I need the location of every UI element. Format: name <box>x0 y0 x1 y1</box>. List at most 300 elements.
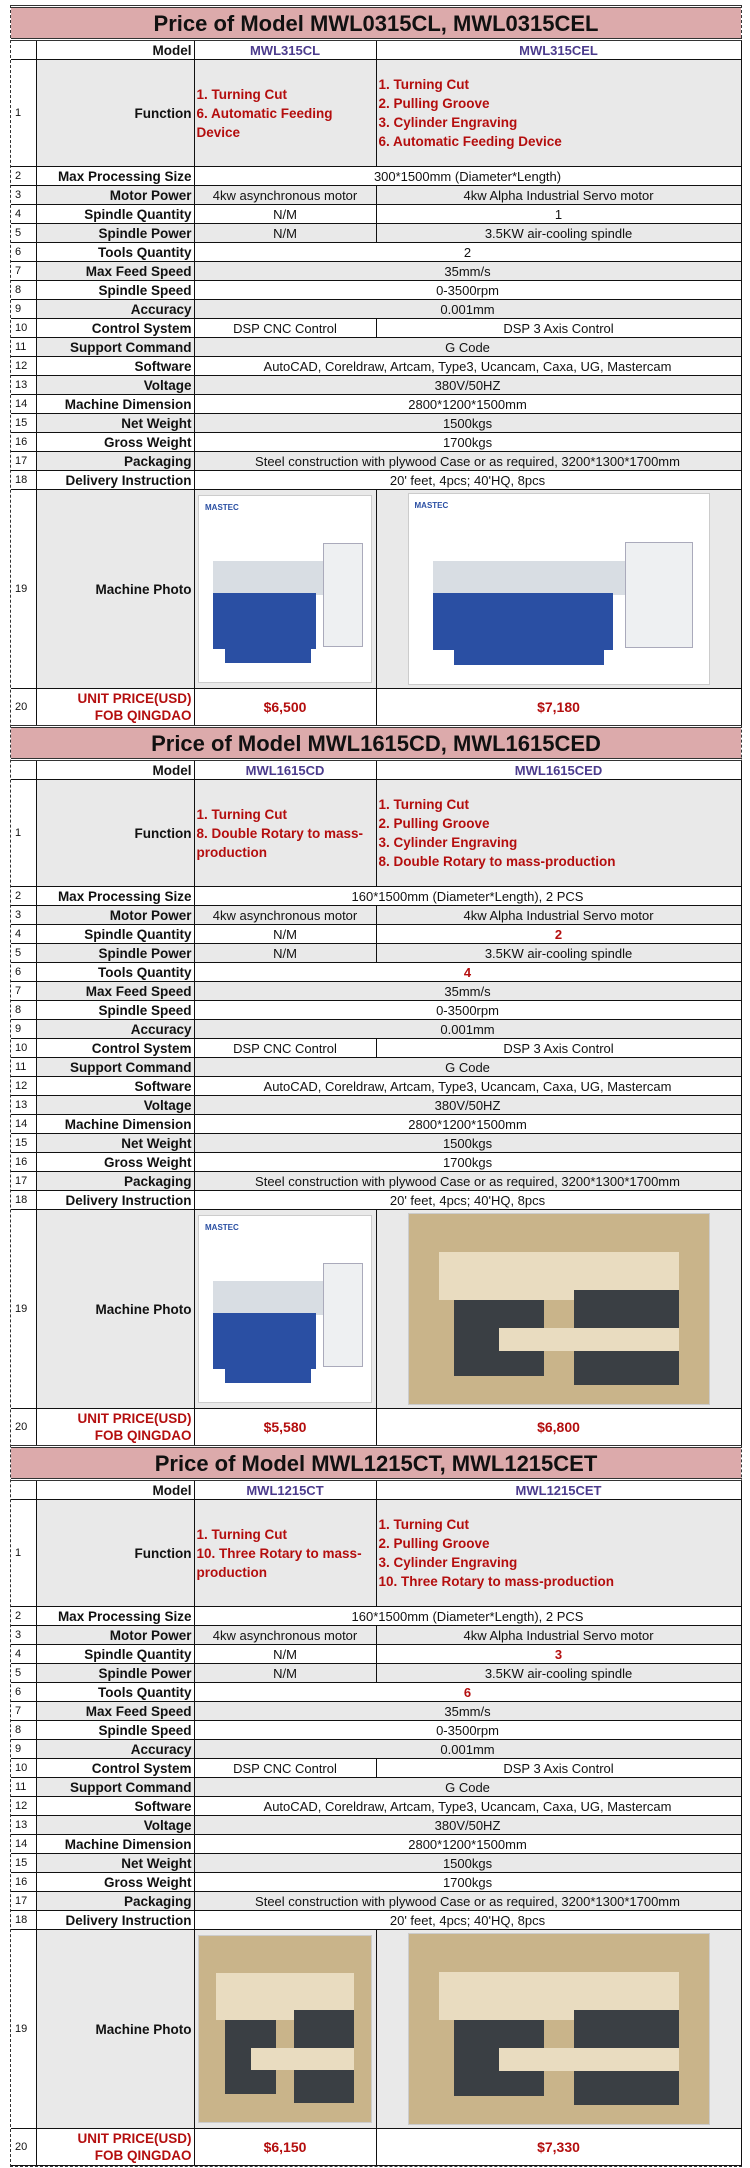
spec-value: DSP CNC Control <box>194 1759 376 1778</box>
row-number: 3 <box>11 906 36 925</box>
row-label: Spindle Speed <box>36 281 194 300</box>
row-number: 5 <box>11 1664 36 1683</box>
row-number: 5 <box>11 944 36 963</box>
row-number: 9 <box>11 1740 36 1759</box>
row-number: 4 <box>11 1645 36 1664</box>
spec-value: 1500kgs <box>194 1854 741 1873</box>
row-label: Net Weight <box>36 414 194 433</box>
row-number: 19 <box>11 490 36 689</box>
function-list <box>194 780 376 887</box>
row-label: Tools Quantity <box>36 243 194 262</box>
row-number: 8 <box>11 281 36 300</box>
row-label: Spindle Quantity <box>36 925 194 944</box>
row-number: 17 <box>11 452 36 471</box>
row-number: 6 <box>11 963 36 982</box>
spec-value: 4kw Alpha Industrial Servo motor <box>376 906 741 925</box>
row-number: 6 <box>11 1683 36 1702</box>
row-number: 11 <box>11 1778 36 1797</box>
spec-value: 2800*1200*1500mm <box>194 395 741 414</box>
row-label: Delivery Instruction <box>36 1191 194 1210</box>
row-number: 11 <box>11 1058 36 1077</box>
row-label: Machine Dimension <box>36 395 194 414</box>
spec-value: 0.001mm <box>194 1020 741 1039</box>
row-number: 10 <box>11 319 36 338</box>
spec-value: Steel construction with plywood Case or as required, 3200*1300*1700mm <box>194 1172 741 1191</box>
row-label: Software <box>36 357 194 376</box>
spec-value: DSP 3 Axis Control <box>376 1039 741 1058</box>
row-label: Max Processing Size <box>36 1607 194 1626</box>
machine-photo <box>198 1215 372 1403</box>
spec-value: 0-3500rpm <box>194 1001 741 1020</box>
unit-price: $6,150 <box>194 2129 376 2166</box>
section-title-row <box>11 727 741 760</box>
row-number: 17 <box>11 1172 36 1191</box>
row-label: Model <box>36 1480 194 1500</box>
machine-shape <box>213 1281 333 1314</box>
row-number: 9 <box>11 300 36 319</box>
spec-value: Steel construction with plywood Case or as required, 3200*1300*1700mm <box>194 1892 741 1911</box>
spec-value: DSP CNC Control <box>194 319 376 338</box>
spec-row <box>11 963 741 982</box>
spec-row <box>11 1740 741 1759</box>
row-number: 9 <box>11 1020 36 1039</box>
spec-value: 380V/50HZ <box>194 376 741 395</box>
spec-row <box>11 1778 741 1797</box>
spec-value: 1 <box>376 205 741 224</box>
machine-photo <box>198 495 372 683</box>
spec-value: 3.5KW air-cooling spindle <box>376 1664 741 1683</box>
spec-value: 2800*1200*1500mm <box>194 1835 741 1854</box>
spec-row <box>11 1816 741 1835</box>
model-name: MWL1215CET <box>376 1480 741 1500</box>
spec-value: 1500kgs <box>194 414 741 433</box>
unit-price: $7,180 <box>376 689 741 727</box>
function-item: 1. Turning Cut <box>196 806 287 822</box>
spec-row <box>11 925 741 944</box>
machine-shape <box>225 649 311 664</box>
row-number: 8 <box>11 1721 36 1740</box>
row-label: Machine Photo <box>36 1210 194 1409</box>
section-title: Price of Model MWL1215CT, MWL1215CET <box>11 1447 741 1480</box>
spec-row <box>11 1835 741 1854</box>
spec-row <box>11 1873 741 1892</box>
row-number: 16 <box>11 1873 36 1892</box>
row-number: 13 <box>11 376 36 395</box>
photo-cell <box>194 1210 376 1409</box>
unit-price: $7,330 <box>376 2129 741 2166</box>
spec-value: G Code <box>194 338 741 357</box>
machine-shape <box>251 2048 354 2070</box>
row-label: Control System <box>36 319 194 338</box>
row-label: Spindle Power <box>36 224 194 243</box>
row-label: Machine Dimension <box>36 1835 194 1854</box>
spec-value: DSP CNC Control <box>194 1039 376 1058</box>
unit-price: $6,800 <box>376 1409 741 1447</box>
row-number: 19 <box>11 1210 36 1409</box>
row-label: Spindle Power <box>36 944 194 963</box>
spec-row <box>11 1892 741 1911</box>
row-label: Motor Power <box>36 1626 194 1645</box>
row-number: 3 <box>11 186 36 205</box>
row-number: 13 <box>11 1816 36 1835</box>
spec-value: 3 <box>376 1645 741 1664</box>
photo-cell <box>194 1930 376 2129</box>
spec-row <box>11 1058 741 1077</box>
spec-value: DSP 3 Axis Control <box>376 1759 741 1778</box>
row-label: Software <box>36 1077 194 1096</box>
row-number: 10 <box>11 1759 36 1778</box>
price-label-line: UNIT PRICE(USD) <box>77 691 192 706</box>
machine-photo <box>408 1213 710 1405</box>
row-label: Delivery Instruction <box>36 471 194 490</box>
row-label: Spindle Power <box>36 1664 194 1683</box>
spec-row <box>11 224 741 243</box>
row-label: Net Weight <box>36 1854 194 1873</box>
row-number <box>11 760 36 780</box>
row-label: Max Processing Size <box>36 887 194 906</box>
row-number <box>11 40 36 60</box>
function-item: 6. Automatic Feeding Device <box>196 105 333 140</box>
row-number: 10 <box>11 1039 36 1058</box>
function-list <box>194 60 376 167</box>
spec-value: 35mm/s <box>194 1702 741 1721</box>
spec-value: G Code <box>194 1778 741 1797</box>
row-label: Gross Weight <box>36 433 194 452</box>
model-row <box>11 40 741 60</box>
row-number: 18 <box>11 1191 36 1210</box>
spec-row <box>11 1096 741 1115</box>
row-number: 2 <box>11 1607 36 1626</box>
function-item: 1. Turning Cut <box>196 1526 287 1542</box>
spec-value: 4kw asynchronous motor <box>194 906 376 925</box>
row-label: Tools Quantity <box>36 1683 194 1702</box>
section-title: Price of Model MWL1615CD, MWL1615CED <box>11 727 741 760</box>
price-row <box>11 689 741 727</box>
row-label: Voltage <box>36 1096 194 1115</box>
row-label: Support Command <box>36 338 194 357</box>
spec-value: N/M <box>194 944 376 963</box>
row-number: 4 <box>11 925 36 944</box>
spec-row <box>11 1172 741 1191</box>
spec-value: AutoCAD, Coreldraw, Artcam, Type3, Ucancam, Caxa, UG, Mastercam <box>194 357 741 376</box>
row-label: Machine Dimension <box>36 1115 194 1134</box>
machine-shape <box>433 561 643 595</box>
row-label: Software <box>36 1797 194 1816</box>
row-label: Motor Power <box>36 186 194 205</box>
spec-value: 35mm/s <box>194 982 741 1001</box>
spec-row <box>11 1607 741 1626</box>
function-row <box>11 60 741 167</box>
row-label: Support Command <box>36 1058 194 1077</box>
row-number: 7 <box>11 1702 36 1721</box>
row-number: 6 <box>11 243 36 262</box>
function-row <box>11 1500 741 1607</box>
spec-value: DSP 3 Axis Control <box>376 319 741 338</box>
photo-cell <box>376 1930 741 2129</box>
function-item: 10. Three Rotary to mass-production <box>196 1545 362 1580</box>
machine-shape <box>225 1369 311 1384</box>
row-label: Gross Weight <box>36 1153 194 1172</box>
row-label: Gross Weight <box>36 1873 194 1892</box>
spec-row <box>11 300 741 319</box>
model-name: MWL1215CT <box>194 1480 376 1500</box>
row-number: 20 <box>11 689 36 727</box>
spec-value: 2800*1200*1500mm <box>194 1115 741 1134</box>
spec-value: 0.001mm <box>194 1740 741 1759</box>
spec-row <box>11 1645 741 1664</box>
spec-value: 20' feet, 4pcs; 40'HQ, 8pcs <box>194 1191 741 1210</box>
spec-row <box>11 376 741 395</box>
photo-cell <box>376 1210 741 1409</box>
spec-value: 4 <box>194 963 741 982</box>
spec-value: 0-3500rpm <box>194 281 741 300</box>
spec-value: 20' feet, 4pcs; 40'HQ, 8pcs <box>194 1911 741 1930</box>
spec-row <box>11 1664 741 1683</box>
spec-value: 380V/50HZ <box>194 1096 741 1115</box>
spec-value: N/M <box>194 1664 376 1683</box>
spec-row <box>11 1020 741 1039</box>
spec-value: G Code <box>194 1058 741 1077</box>
spec-value: 300*1500mm (Diameter*Length) <box>194 167 741 186</box>
mastec-logo: MASTEC <box>205 1223 239 1232</box>
row-number: 15 <box>11 1854 36 1873</box>
section-title-row <box>11 7 741 40</box>
row-label: Spindle Speed <box>36 1001 194 1020</box>
spec-row <box>11 186 741 205</box>
row-number: 13 <box>11 1096 36 1115</box>
row-label: Voltage <box>36 1816 194 1835</box>
spec-row <box>11 1702 741 1721</box>
price-label <box>36 2129 194 2166</box>
row-label: Packaging <box>36 1172 194 1191</box>
spec-row <box>11 1721 741 1740</box>
machine-shape <box>213 561 333 594</box>
row-number: 20 <box>11 2129 36 2166</box>
price-label-line: FOB QINGDAO <box>94 2148 192 2163</box>
function-item: 3. Cylinder Engraving <box>378 835 518 850</box>
photo-cell <box>376 490 741 689</box>
row-number: 19 <box>11 1930 36 2129</box>
function-item: 2. Pulling Groove <box>378 816 490 831</box>
photo-cell <box>194 490 376 689</box>
price-sheet <box>10 5 742 2167</box>
spec-value: 35mm/s <box>194 262 741 281</box>
model-name: MWL1615CD <box>194 760 376 780</box>
row-number: 12 <box>11 1077 36 1096</box>
spec-value: 4kw asynchronous motor <box>194 1626 376 1645</box>
row-label: Motor Power <box>36 906 194 925</box>
row-number: 17 <box>11 1892 36 1911</box>
function-list <box>376 780 741 887</box>
row-number: 14 <box>11 1115 36 1134</box>
row-label: Max Feed Speed <box>36 982 194 1001</box>
mastec-logo: MASTEC <box>414 501 449 510</box>
spec-value: N/M <box>194 224 376 243</box>
spec-row <box>11 1191 741 1210</box>
row-label: Support Command <box>36 1778 194 1797</box>
row-label: Model <box>36 40 194 60</box>
spec-value: Steel construction with plywood Case or as required, 3200*1300*1700mm <box>194 452 741 471</box>
spec-row <box>11 471 741 490</box>
spec-value: 4kw Alpha Industrial Servo motor <box>376 1626 741 1645</box>
spec-value: 4kw asynchronous motor <box>194 186 376 205</box>
machine-shape <box>625 542 693 649</box>
function-item: 8. Double Rotary to mass-production <box>378 854 616 869</box>
spec-value: N/M <box>194 1645 376 1664</box>
price-label-line: FOB QINGDAO <box>94 708 192 723</box>
function-item: 1. Turning Cut <box>378 797 469 812</box>
section-title: Price of Model MWL0315CL, MWL0315CEL <box>11 7 741 40</box>
row-number: 1 <box>11 60 36 167</box>
spec-row <box>11 243 741 262</box>
row-number: 2 <box>11 167 36 186</box>
machine-shape <box>213 1313 316 1369</box>
price-row <box>11 2129 741 2166</box>
row-label: Accuracy <box>36 300 194 319</box>
row-number: 18 <box>11 471 36 490</box>
machine-shape <box>323 1263 363 1367</box>
row-label: Net Weight <box>36 1134 194 1153</box>
machine-shape <box>499 2048 679 2071</box>
row-number: 15 <box>11 414 36 433</box>
row-label: Machine Photo <box>36 490 194 689</box>
machine-shape <box>454 650 604 665</box>
spec-value: 6 <box>194 1683 741 1702</box>
row-number: 14 <box>11 1835 36 1854</box>
row-number: 18 <box>11 1911 36 1930</box>
spec-value: 380V/50HZ <box>194 1816 741 1835</box>
mastec-logo: MASTEC <box>205 503 239 512</box>
spec-value: 1700kgs <box>194 1153 741 1172</box>
spec-value: 4kw Alpha Industrial Servo motor <box>376 186 741 205</box>
model-name: MWL315CEL <box>376 40 741 60</box>
price-table <box>11 5 742 2166</box>
spec-row <box>11 1759 741 1778</box>
price-label-line: UNIT PRICE(USD) <box>77 1411 192 1426</box>
machine-shape <box>499 1328 679 1351</box>
price-label <box>36 689 194 727</box>
row-label: Packaging <box>36 452 194 471</box>
price-label-line: FOB QINGDAO <box>94 1428 192 1443</box>
row-number: 12 <box>11 1797 36 1816</box>
row-label: Max Processing Size <box>36 167 194 186</box>
row-number: 7 <box>11 262 36 281</box>
spec-row <box>11 1134 741 1153</box>
spec-row <box>11 1077 741 1096</box>
spec-value: N/M <box>194 925 376 944</box>
spec-value: 0-3500rpm <box>194 1721 741 1740</box>
spec-row <box>11 1854 741 1873</box>
spec-row <box>11 887 741 906</box>
row-label: Tools Quantity <box>36 963 194 982</box>
spec-value: 2 <box>194 243 741 262</box>
function-item: 1. Turning Cut <box>378 1517 469 1532</box>
unit-price: $6,500 <box>194 689 376 727</box>
spec-row <box>11 906 741 925</box>
photo-row <box>11 490 741 689</box>
function-item: 6. Automatic Feeding Device <box>378 134 562 149</box>
row-label: Function <box>36 780 194 887</box>
row-number: 15 <box>11 1134 36 1153</box>
row-label: Max Feed Speed <box>36 1702 194 1721</box>
spec-row <box>11 982 741 1001</box>
spec-row <box>11 414 741 433</box>
spec-value: 1700kgs <box>194 1873 741 1892</box>
spec-value: 160*1500mm (Diameter*Length), 2 PCS <box>194 887 741 906</box>
function-item: 10. Three Rotary to mass-production <box>378 1574 615 1589</box>
spec-row <box>11 1115 741 1134</box>
unit-price: $5,580 <box>194 1409 376 1447</box>
function-list <box>194 1500 376 1607</box>
spec-row <box>11 357 741 376</box>
spec-row <box>11 452 741 471</box>
spec-row <box>11 1039 741 1058</box>
row-number: 11 <box>11 338 36 357</box>
spec-row <box>11 433 741 452</box>
machine-photo <box>198 1935 372 2123</box>
row-label: Accuracy <box>36 1020 194 1039</box>
row-number: 1 <box>11 1500 36 1607</box>
spec-row <box>11 1001 741 1020</box>
model-name: MWL315CL <box>194 40 376 60</box>
spec-value: 1700kgs <box>194 433 741 452</box>
spec-row <box>11 262 741 281</box>
row-label: Voltage <box>36 376 194 395</box>
function-item: 8. Double Rotary to mass-production <box>196 825 364 860</box>
spec-row <box>11 1626 741 1645</box>
row-number: 2 <box>11 887 36 906</box>
function-item: 3. Cylinder Engraving <box>378 115 518 130</box>
row-label: Packaging <box>36 1892 194 1911</box>
spec-value: 1500kgs <box>194 1134 741 1153</box>
spec-row <box>11 1797 741 1816</box>
section-title-row <box>11 1447 741 1480</box>
price-row <box>11 1409 741 1447</box>
row-number: 5 <box>11 224 36 243</box>
spec-value: AutoCAD, Coreldraw, Artcam, Type3, Ucancam, Caxa, UG, Mastercam <box>194 1797 741 1816</box>
spec-value: 160*1500mm (Diameter*Length), 2 PCS <box>194 1607 741 1626</box>
price-label-line: UNIT PRICE(USD) <box>77 2131 192 2146</box>
spec-row <box>11 1153 741 1172</box>
row-number: 20 <box>11 1409 36 1447</box>
spec-row <box>11 944 741 963</box>
row-number: 8 <box>11 1001 36 1020</box>
photo-row <box>11 1210 741 1409</box>
row-label: Max Feed Speed <box>36 262 194 281</box>
function-item: 3. Cylinder Engraving <box>378 1555 518 1570</box>
spec-row <box>11 1911 741 1930</box>
row-label: Control System <box>36 1039 194 1058</box>
spec-row <box>11 338 741 357</box>
function-row <box>11 780 741 887</box>
function-item: 1. Turning Cut <box>378 77 469 92</box>
row-number: 14 <box>11 395 36 414</box>
row-label: Control System <box>36 1759 194 1778</box>
price-label <box>36 1409 194 1447</box>
spec-value: 3.5KW air-cooling spindle <box>376 224 741 243</box>
photo-row <box>11 1930 741 2129</box>
spec-row <box>11 319 741 338</box>
spec-value: 0.001mm <box>194 300 741 319</box>
spec-value: 20' feet, 4pcs; 40'HQ, 8pcs <box>194 471 741 490</box>
spec-row <box>11 281 741 300</box>
spec-row <box>11 1683 741 1702</box>
row-number: 4 <box>11 205 36 224</box>
row-label: Accuracy <box>36 1740 194 1759</box>
model-row <box>11 760 741 780</box>
row-number: 1 <box>11 780 36 887</box>
function-item: 2. Pulling Groove <box>378 96 490 111</box>
